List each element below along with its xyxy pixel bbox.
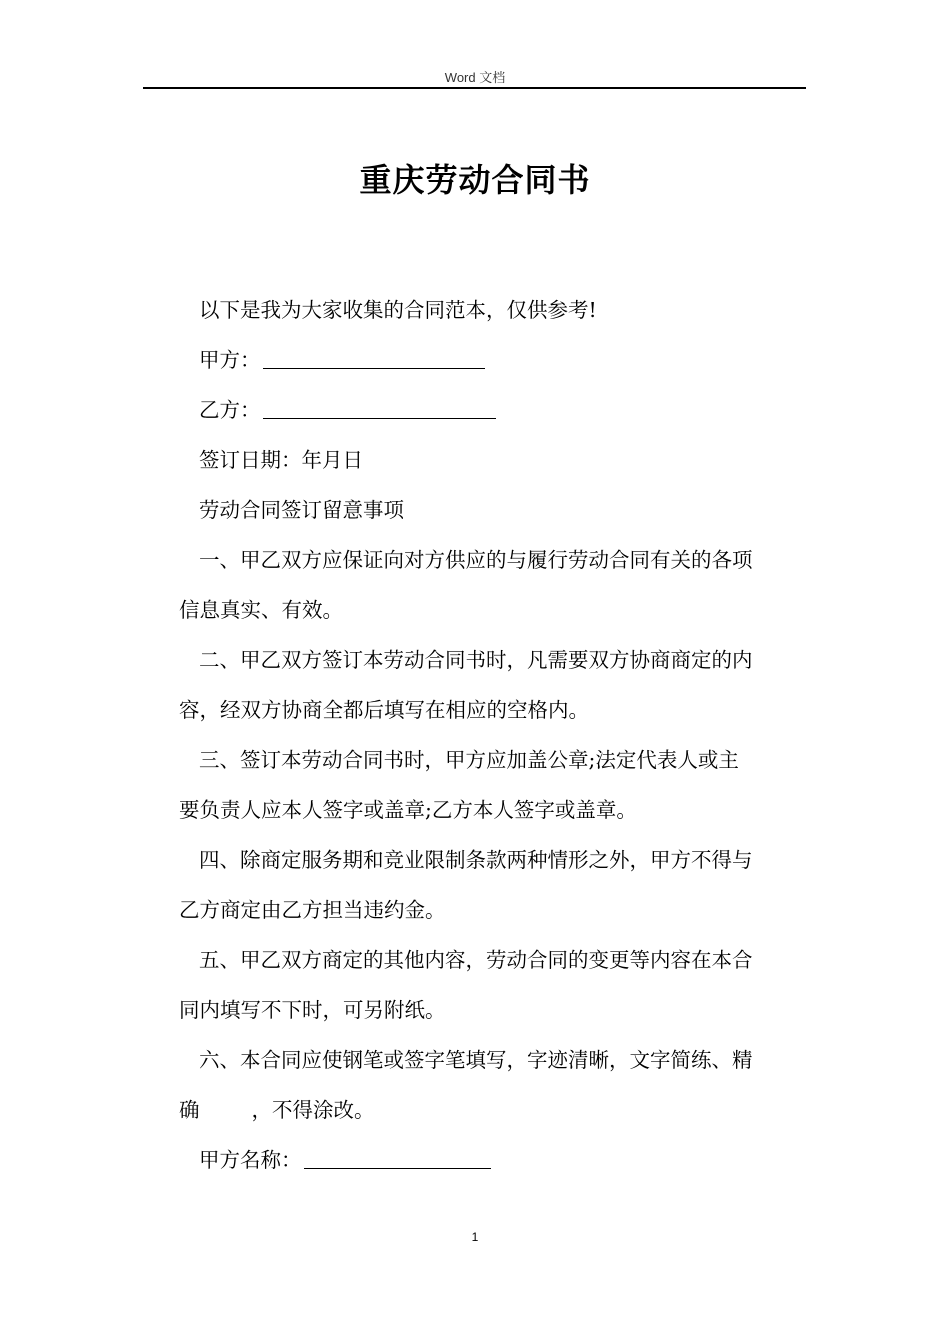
party-b-label: 乙方：	[199, 398, 261, 422]
item-4-line-2: 乙方商定由乙方担当违约金。	[179, 898, 446, 922]
item-3-line-1: 三、签订本劳动合同书时，甲方应加盖公章;法定代表人或主	[199, 748, 739, 772]
item-2-line-2: 容，经双方协商全都后填写在相应的空格内。	[179, 698, 589, 722]
party-a-name-blank	[304, 1146, 491, 1169]
item-4-line-1: 四、除商定服务期和竞业限制条款两种情形之外，甲方不得与	[199, 848, 753, 872]
page-header: Word 文档	[444, 70, 506, 85]
item-1-line-1: 一、甲乙双方应保证向对方供应的与履行劳动合同有关的各项	[199, 548, 753, 572]
document-title: 重庆劳动合同书	[359, 161, 591, 199]
item-6-line-2	[179, 1090, 803, 1140]
party-a-blank	[263, 346, 485, 369]
item-1-line-2: 信息真实、有效。	[179, 598, 343, 622]
party-a-name-label: 甲方名称：	[199, 1148, 302, 1172]
party-a-name-line	[179, 1140, 803, 1190]
notes-heading: 劳动合同签订留意事项	[199, 498, 404, 522]
item-6-line-2-end: ，不得涂改。	[251, 1098, 375, 1122]
item-3-line-2: 要负责人应本人签字或盖章;乙方本人签字或盖章。	[179, 798, 637, 822]
page-number: 1	[471, 1230, 479, 1244]
document-body	[179, 290, 803, 1190]
header-rule	[143, 87, 806, 89]
item-5-line-2: 同内填写不下时，可另附纸。	[179, 998, 446, 1022]
item-6-line-2-start: 确	[179, 1098, 200, 1122]
intro-paragraph: 以下是我为大家收集的合同范本，仅供参考!	[199, 298, 597, 322]
item-6-line-1: 六、本合同应使钢笔或签字笔填写，字迹清晰，文字简练、精	[199, 1048, 753, 1072]
item-2-line-1: 二、甲乙双方签订本劳动合同书时，凡需要双方协商商定的内	[199, 648, 753, 672]
party-a-label: 甲方：	[199, 348, 261, 372]
party-b-line	[179, 390, 803, 440]
party-a-line	[179, 340, 803, 390]
party-b-blank	[263, 396, 496, 419]
sign-date: 签订日期：年月日	[199, 448, 363, 472]
item-5-line-1: 五、甲乙双方商定的其他内容，劳动合同的变更等内容在本合	[199, 948, 753, 972]
